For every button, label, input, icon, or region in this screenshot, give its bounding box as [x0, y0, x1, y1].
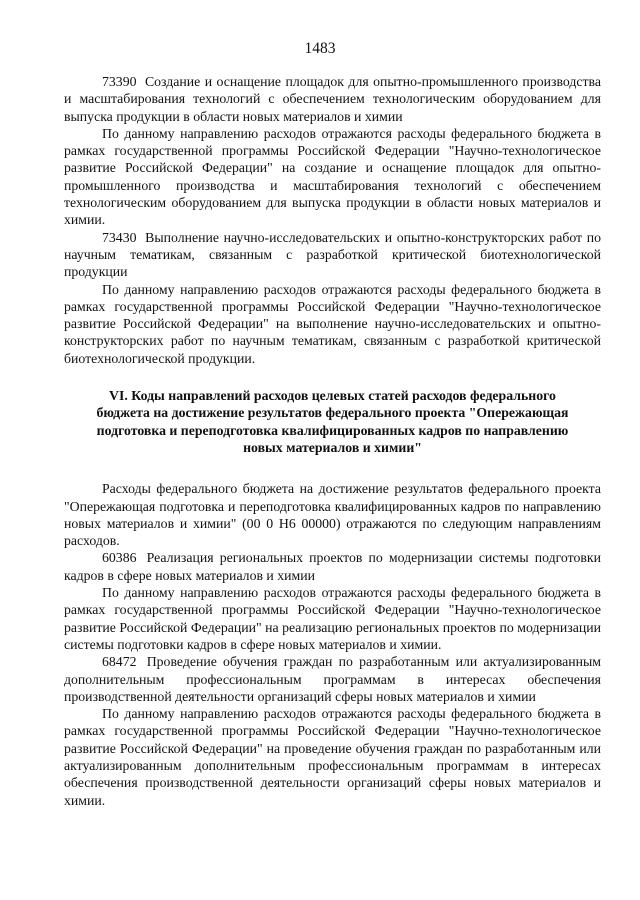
- expense-description: По данному направлению расходов отражаются расходы федерального бюджета в рамках государственной программы Российской Федерации "Научно-технологическое развитие Российской Федерации" на создание и оснащение площадок для опытно-промышленного производства и масштабирования технологий с обеспечением технологическим оборудованием для выпуска продукции в области новых материалов и химии.: [64, 125, 601, 228]
- expense-item-73430: [64, 229, 601, 281]
- expense-item-68472: [64, 653, 601, 705]
- section-heading: [64, 387, 601, 456]
- expense-title: Создание и оснащение площадок для опытно-промышленного производства и масштабирования технологий с обеспечением технологическим оборудованием для выпуска продукции в области новых материалов и химии: [64, 74, 601, 124]
- expense-item-60386: [64, 549, 601, 584]
- section-heading-line: подготовка и переподготовка квалифицированных кадров по направлению: [96, 422, 569, 438]
- expense-code: 68472: [102, 654, 137, 670]
- expense-description: По данному направлению расходов отражаются расходы федерального бюджета в рамках государственной программы Российской Федерации "Научно-технологическое развитие Российской Федерации" на проведение обучения граждан по разработанным или актуализированным дополнительным профессиональным программам в интересах обеспечения производственной деятельности организаций сферы новых материалов и химии.: [64, 706, 601, 808]
- expense-title: Проведение обучения граждан по разработанным или актуализированным дополнительным профессиональным программам в интересах обеспечения производственной деятельности организаций сферы новых материалов и химии: [64, 654, 601, 704]
- expense-title: Реализация региональных проектов по модернизации системы подготовки кадров в сфере новых материалов и химии: [64, 550, 601, 583]
- expense-title: Выполнение научно-исследовательских и опытно-конструкторских работ по научным тематикам, связанным с разработкой критической биотехнологической продукции: [64, 229, 601, 280]
- document-body: [64, 73, 601, 809]
- page-number: 1483: [304, 40, 336, 57]
- section-heading-line: новых материалов и химии": [243, 439, 422, 455]
- expense-code: 60386: [102, 550, 137, 566]
- expense-description: По данному направлению расходов отражаются расходы федерального бюджета в рамках государственной программы Российской Федерации "Научно-технологическое развитие Российской Федерации" на реализацию региональных проектов по модернизации системы подготовки кадров в сфере новых материалов и химии.: [64, 585, 601, 652]
- section-intro: Расходы федерального бюджета на достижение результатов федерального проекта "Опережающая подготовка и переподготовка квалифицированных кадров по направлению новых материалов и химии" (00 0 Н6 00000) отражаются по следующим направлениям расходов.: [64, 481, 601, 549]
- expense-description: По данному направлению расходов отражаются расходы федерального бюджета в рамках государственной программы Российской Федерации "Научно-технологическое развитие Российской Федерации" на выполнение научно-исследовательских и опытно-конструкторских работ по научным тематикам, связанным с разработкой критической биотехнологической продукции.: [64, 281, 601, 366]
- section-heading-line: VI. Коды направлений расходов целевых статей расходов федерального: [109, 388, 556, 404]
- expense-code: 73390: [102, 74, 137, 89]
- expense-item-73390: [64, 73, 601, 125]
- section-heading-line: бюджета на достижение результатов федерального проекта "Опережающая: [96, 405, 569, 421]
- expense-code: 73430: [102, 229, 137, 245]
